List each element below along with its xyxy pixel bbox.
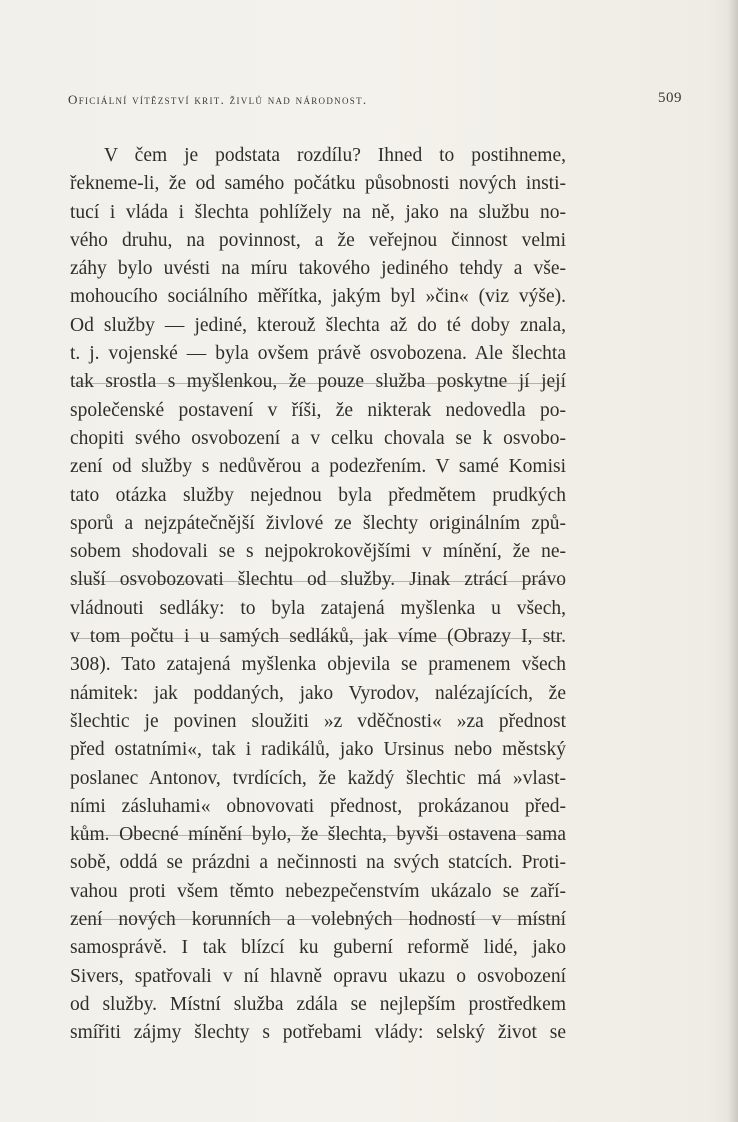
running-header — [68, 92, 682, 112]
text-line: řekneme-li, že od samého počátku působnosti nových insti- — [70, 173, 566, 195]
text-line: kům. Obecné mínění bylo, že šlechta, byvši ostavena sama — [70, 824, 566, 846]
text-line: vého druhu, na povinnost, a že veřejnou činnost velmi — [70, 229, 566, 251]
text-line: sporů a nejzpátečnější živlové ze šlechty originálním způ- — [70, 512, 566, 534]
text-line: tato otázka služby nejednou byla předmětem prudkých — [70, 484, 566, 506]
text-line: v tom počtu i u samých sedláků, jak víme (Obrazy I, str. — [70, 626, 566, 648]
pencil-underline — [72, 581, 562, 582]
text-line: před ostatními«, tak i radikálů, jako Ursinus nebo městský — [70, 739, 566, 761]
page-number: 509 — [658, 90, 682, 106]
pencil-underline — [72, 638, 562, 639]
text-line: tak srostla s myšlenkou, že pouze služba poskytne jí její — [70, 371, 566, 393]
page-edge-shadow — [728, 0, 738, 1122]
text-line: námitek: jak poddaných, jako Vyrodov, nalézajících, že — [70, 682, 566, 704]
text-line: V čem je podstata rozdílu? Ihned to postihneme, — [104, 145, 566, 166]
text-line: poslanec Antonov, tvrdících, že každý šlechtic má »vlast- — [70, 767, 566, 789]
running-title: Oficiální vítězství krit. živlů nad národnost. — [68, 92, 368, 107]
text-line: Sivers, spatřovali v ní hlavně opravu ukazu o osvobození — [70, 965, 566, 987]
text-line: 308). Tato zatajená myšlenka objevila se pramenem všech — [70, 654, 566, 676]
text-line: tucí i vláda i šlechta pohlížely na ně, jako na službu no- — [70, 201, 566, 223]
pencil-underline — [72, 919, 562, 920]
text-line: zení od služby s nedůvěrou a podezřením. V samé Komisi — [70, 456, 566, 478]
body-text — [70, 142, 566, 1048]
text-line: mohoucího sociálního měřítka, jakým byl »čin« (viz výše). — [70, 286, 566, 308]
text-line: záhy bylo uvésti na míru takového jediného tehdy a vše- — [70, 258, 566, 280]
text-line: samosprávě. I tak blízcí ku guberní reformě lidé, jako — [70, 937, 566, 959]
text-line: sobě, oddá se prázdni a nečinnosti na svých statcích. Proti- — [70, 852, 566, 874]
text-line: smířiti zájmy šlechty s potřebami vlády: selský život se — [70, 1022, 566, 1044]
text-line: společenské postavení v říši, že nikterak nedovedla po- — [70, 399, 566, 421]
pencil-underline — [72, 383, 562, 384]
text-line: sobem shodovali se s nejpokrokovějšími v mínění, že ne- — [70, 541, 566, 563]
text-line: Od služby — jediné, kterouž šlechta až do té doby znala, — [70, 314, 566, 336]
pencil-underline — [72, 835, 562, 836]
text-line: šlechtic je povinen sloužiti »z vděčnosti« »za přednost — [70, 710, 566, 732]
text-line: vahou proti všem těmto nebezpečenstvím ukázalo se zaří- — [70, 880, 566, 902]
text-line: zení nových korunních a volebných hodností v místní — [70, 909, 566, 931]
text-line: sluší osvobozovati šlechtu od služby. Jinak ztrácí právo — [70, 569, 566, 591]
text-line: od služby. Místní služba zdála se nejlepším prostředkem — [70, 993, 566, 1015]
text-line: chopiti svého osvobození a v celku chovala se k osvobo- — [70, 427, 566, 449]
text-line: vládnouti sedláky: to byla zatajená myšlenka u všech, — [70, 597, 566, 619]
text-line: t. j. vojenské — byla ovšem právě osvobozena. Ale šlechta — [70, 343, 566, 365]
text-line: ními zásluhami« obnovovati přednost, prokázanou před- — [70, 795, 566, 817]
